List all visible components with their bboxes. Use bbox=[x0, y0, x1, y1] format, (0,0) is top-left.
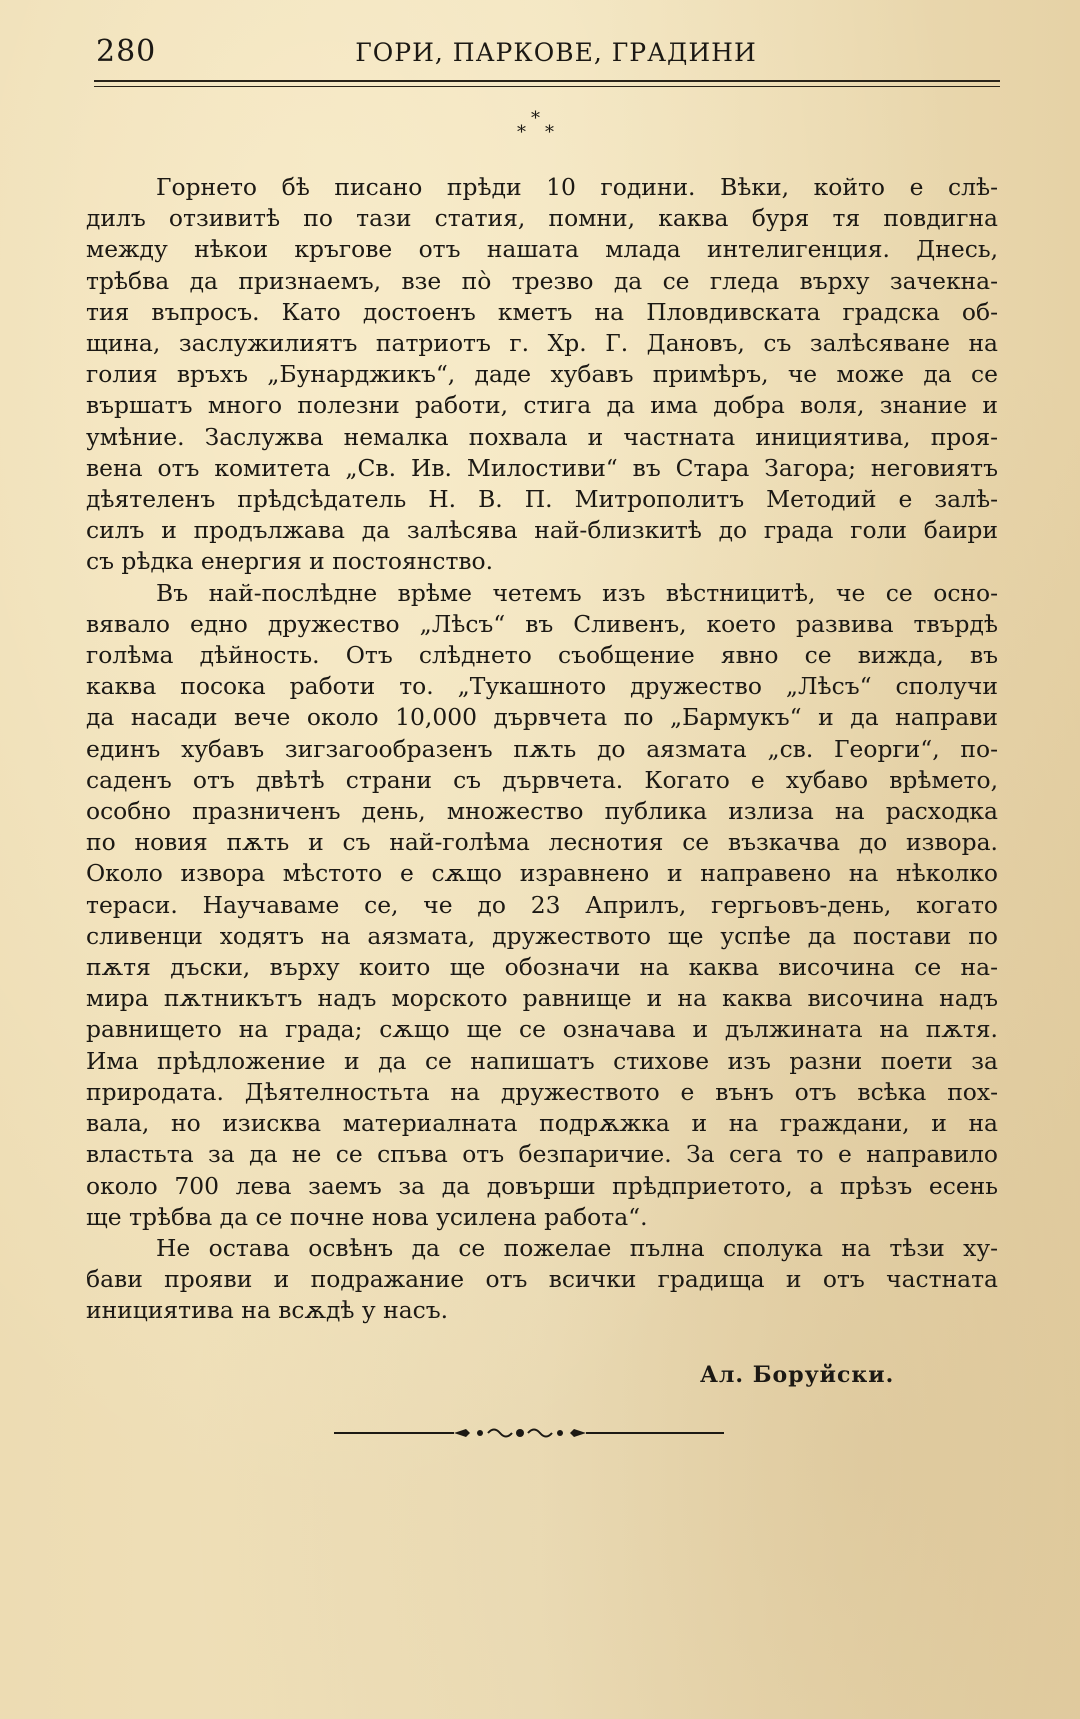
text-line: Въ най-послѣдне врѣме четемъ изъ вѣстницитѣ, че се осно- bbox=[156, 578, 998, 607]
text-line: трѣбва да признаемъ, взе по̀ трезво да се гледа върху зачекна- bbox=[86, 266, 998, 295]
text-line: силъ и продължава да залѣсява най-близкитѣ до града голи баири bbox=[86, 516, 998, 545]
text-line: дѣятеленъ прѣдсѣдатель Н. В. П. Митрополитъ Методий е залѣ- bbox=[86, 485, 998, 514]
text-line: около 700 лева заемъ за да довърши прѣдприетото, а прѣзъ есень bbox=[86, 1171, 998, 1200]
text-line: съ рѣдка енергия и постоянство. bbox=[86, 547, 494, 576]
text-line: голѣма дѣйность. Отъ слѣднето съобщение явно се вижда, въ bbox=[86, 641, 998, 670]
running-title: ГОРИ, ПАРКОВЕ, ГРАДИНИ bbox=[355, 38, 757, 67]
closing-ornament-icon bbox=[334, 1420, 724, 1446]
text-line: единъ хубавъ зигзагообразенъ пѫть до аязмата „св. Георги“, по- bbox=[86, 734, 998, 763]
text-line: Около извора мѣстото е сѫщо изравнено и направено на нѣколко bbox=[86, 859, 998, 888]
page-number: 280 bbox=[96, 34, 157, 69]
text-line: дилъ отзивитѣ по тази статия, помни, каква буря тя повдигна bbox=[86, 204, 998, 233]
text-line: саденъ отъ двѣтѣ страни съ дървчета. Когато е хубаво врѣмето, bbox=[86, 765, 998, 794]
asterism-divider bbox=[505, 108, 575, 148]
text-line: по новия пѫть и съ най-голѣма леснотия се възкачва до извора. bbox=[86, 828, 998, 857]
header-rule-thick bbox=[94, 80, 1000, 82]
asterism-star-left: * bbox=[517, 122, 526, 143]
text-line: пѫтя дъски, върху които ще обозначи на каква височина се на- bbox=[86, 953, 998, 982]
text-line: особно празниченъ день, множество публика излиза на расходка bbox=[86, 797, 998, 826]
text-line: ще трѣбва да се почне нова усилена работа“. bbox=[86, 1202, 648, 1231]
text-line: равнището на града; сѫщо ще се означава и дължината на пѫтя. bbox=[86, 1015, 998, 1044]
text-line: властьта за да не се спъва отъ безпаричие. За сега то е направило bbox=[86, 1140, 998, 1169]
text-line: тия въпросъ. Като достоенъ кметъ на Пловдивската градска об- bbox=[86, 297, 998, 326]
asterism-star-top: * bbox=[531, 108, 540, 129]
text-line: умѣние. Заслужва немалка похвала и частната инициятива, проя- bbox=[86, 422, 998, 451]
article-body bbox=[86, 172, 998, 1327]
header-rule-thin bbox=[94, 86, 1000, 87]
text-line: вена отъ комитета „Св. Ив. Милостиви“ въ Стара Загора; неговиятъ bbox=[86, 453, 998, 482]
text-line: между нѣкои кръгове отъ нашата млада интелигенция. Днесь, bbox=[86, 235, 998, 264]
text-line: вършатъ много полезни работи, стига да има добра воля, знание и bbox=[86, 391, 998, 420]
text-line: тераси. Научаваме се, че до 23 Априлъ, гергьовъ-день, когато bbox=[86, 890, 998, 919]
text-line: бави прояви и подражание отъ всички градища и отъ частната bbox=[86, 1265, 998, 1294]
text-line: Има прѣдложение и да се напишатъ стихове изъ разни поети за bbox=[86, 1046, 998, 1075]
text-line: сливенци ходятъ на аязмата, дружеството ще успѣе да постави по bbox=[86, 921, 998, 950]
asterism-star-right: * bbox=[545, 122, 554, 143]
text-line: вала, но изисква материалната подрѫжка и на граждани, и на bbox=[86, 1109, 998, 1138]
text-line: мира пѫтникътъ надъ морското равнище и на каква височина надъ bbox=[86, 984, 998, 1013]
text-line: инициятива на всѫдѣ у насъ. bbox=[86, 1296, 449, 1325]
page-header bbox=[96, 28, 1000, 72]
text-line: Горнето бѣ писано прѣди 10 години. Вѣки, който е слѣ- bbox=[156, 173, 998, 201]
text-line: голия връхъ „Бунарджикъ“, даде хубавъ примѣръ, че може да се bbox=[86, 360, 998, 389]
text-line: вявало едно дружество „Лѣсъ“ въ Сливенъ, което развива твърдѣ bbox=[86, 609, 998, 638]
text-line: каква посока работи то. „Тукашното дружество „Лѣсъ“ сполучи bbox=[86, 672, 998, 701]
text-line: Не остава освѣнъ да се пожелае пълна сполука на тѣзи ху- bbox=[156, 1233, 998, 1262]
author-signature: Ал. Боруйски. bbox=[700, 1362, 895, 1388]
text-line: щина, заслужилиятъ патриотъ г. Хр. Г. Дановъ, съ залѣсяване на bbox=[86, 329, 998, 358]
text-line: да насади вече около 10,000 дървчета по „Бармукъ“ и да направи bbox=[86, 703, 998, 732]
text-line: природата. Дѣятелностьта на дружеството е вънъ отъ всѣка пох- bbox=[86, 1077, 998, 1106]
